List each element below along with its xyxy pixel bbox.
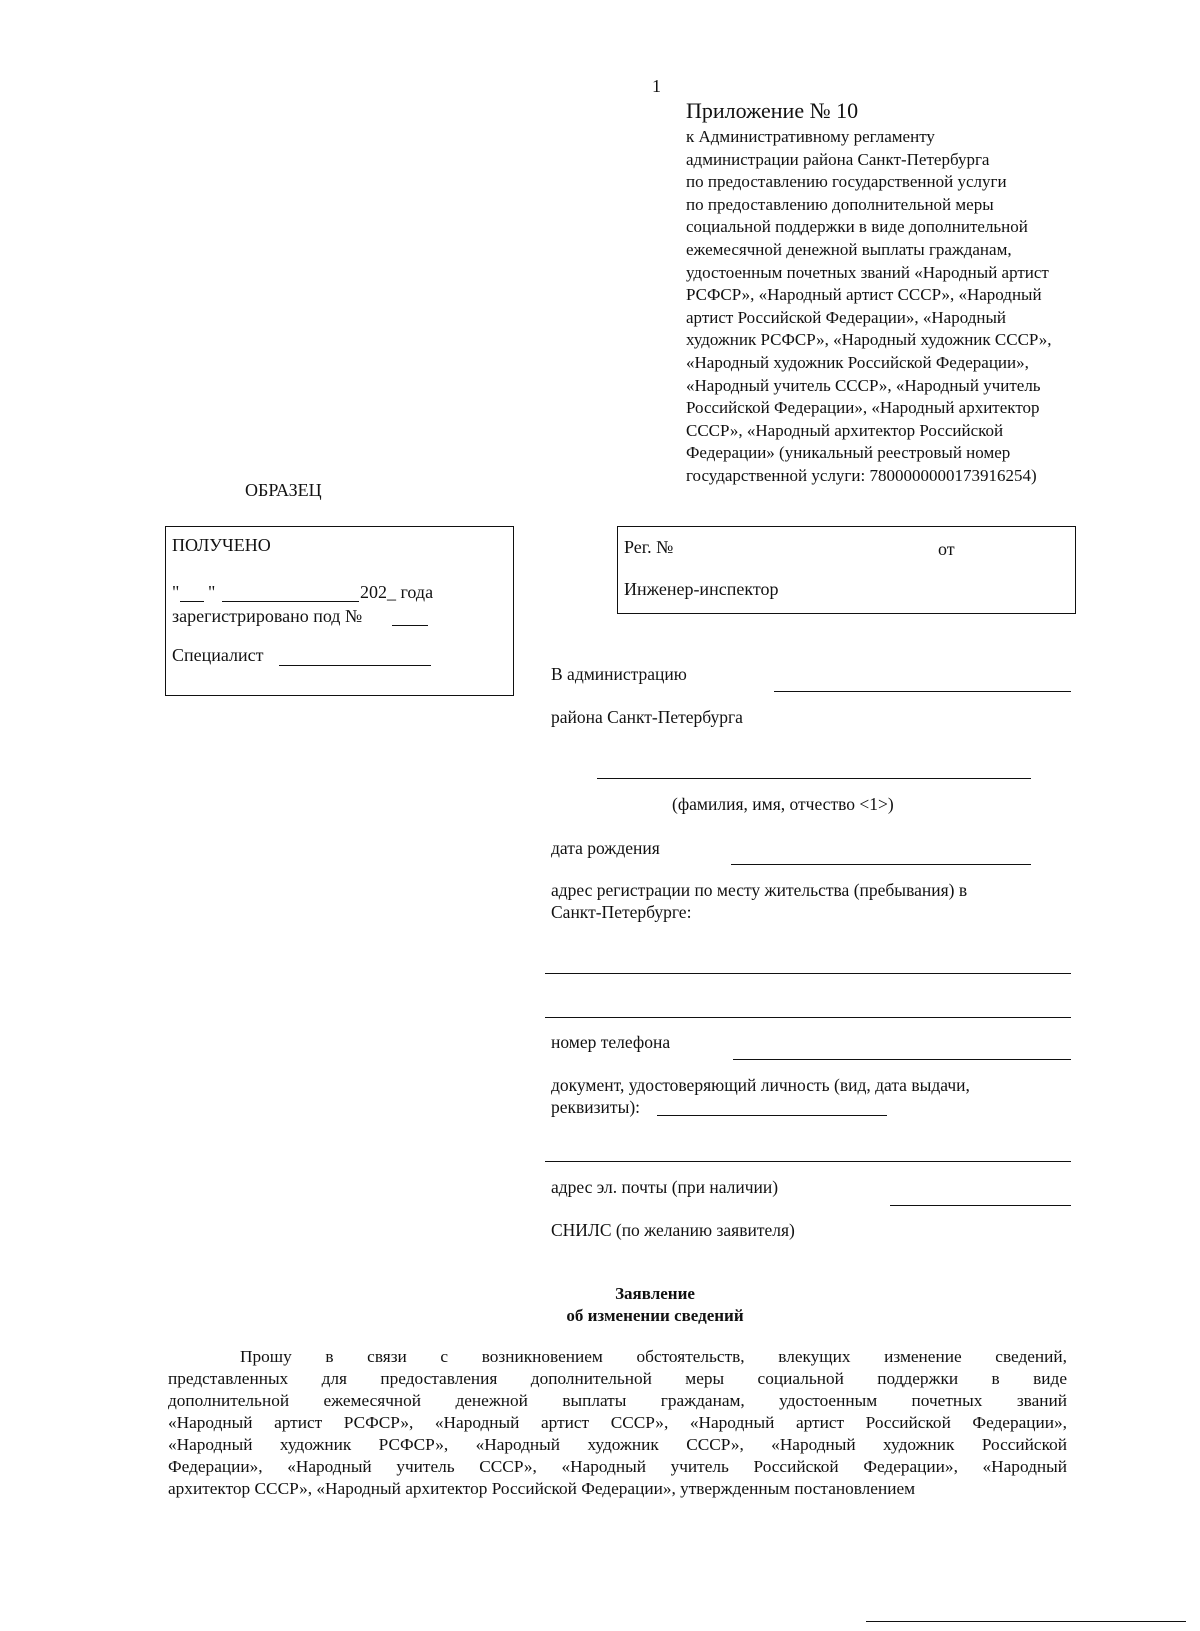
id-document-label-line1: документ, удостоверяющий личность (вид, дата выдачи, xyxy=(551,1075,970,1095)
email-label: адрес эл. почты (при наличии) xyxy=(551,1177,779,1197)
statement-body-line: представленных для предоставления дополнительной меры социальной поддержки в виде xyxy=(168,1369,1067,1388)
inspector-label: Инженер-инспектор xyxy=(624,579,779,599)
birth-date-label: дата рождения xyxy=(551,838,660,858)
birth-date-line[interactable] xyxy=(731,864,1031,865)
email-line[interactable] xyxy=(890,1205,1071,1206)
appendix-line: по предоставлению дополнительной меры xyxy=(686,194,994,214)
statement-body-line: Федерации», «Народный учитель СССР», «Народный учитель Российской Федерации», «Народный xyxy=(168,1457,1067,1476)
appendix-line: государственной услуги: 7800000000173916254) xyxy=(686,465,1037,485)
sample-label: ОБРАЗЕЦ xyxy=(245,480,322,500)
appendix-description xyxy=(686,126,1126,488)
statement-body-line: дополнительной ежемесячной денежной выплаты гражданам, удостоенным почетных званий xyxy=(168,1391,1067,1410)
appendix-line: администрации района Санкт-Петербурга xyxy=(686,149,990,169)
received-stamp-box xyxy=(165,526,514,696)
appendix-line: удостоенным почетных званий «Народный артист xyxy=(686,262,1049,282)
statement-body-line: архитектор СССР», «Народный архитектор Российской Федерации», утвержденным постановлением xyxy=(168,1479,916,1498)
appendix-line: ежемесячной денежной выплаты гражданам, xyxy=(686,239,1012,259)
statement-body-line: «Народный художник РСФСР», «Народный художник СССР», «Народный художник Российской xyxy=(168,1435,1067,1454)
date-quote-close: " xyxy=(208,582,216,602)
appendix-line: «Народный художник Российской Федерации», xyxy=(686,352,1029,372)
statement-title: Заявление xyxy=(615,1284,695,1303)
address-label-line2: Санкт-Петербурге: xyxy=(551,902,692,922)
month-blank-line[interactable] xyxy=(222,601,359,602)
appendix-line: художник РСФСР», «Народный художник СССР», xyxy=(686,330,1052,350)
specialist-line[interactable] xyxy=(279,665,431,666)
id-document-line-1[interactable] xyxy=(657,1115,887,1116)
appendix-line: РСФСР», «Народный артист СССР», «Народный xyxy=(686,285,1042,305)
to-administration-label: В администрацию xyxy=(551,664,687,684)
registration-number-line[interactable] xyxy=(392,625,428,626)
phone-line[interactable] xyxy=(733,1059,1071,1060)
address-label-line1: адрес регистрации по месту жительства (пребывания) в xyxy=(551,880,968,900)
appendix-title: Приложение № 10 xyxy=(686,98,859,123)
reg-number-label: Рег. № xyxy=(624,537,674,557)
id-document-label-line2: реквизиты): xyxy=(551,1097,641,1117)
specialist-label: Специалист xyxy=(172,645,264,665)
fio-caption: (фамилия, имя, отчество <1>) xyxy=(672,794,894,814)
received-title: ПОЛУЧЕНО xyxy=(172,535,271,555)
appendix-line: артист Российской Федерации», «Народный xyxy=(686,307,1006,327)
district-label: района Санкт-Петербурга xyxy=(551,707,743,727)
phone-label: номер телефона xyxy=(551,1032,671,1052)
snils-label: СНИЛС (по желанию заявителя) xyxy=(551,1220,795,1240)
appendix-line: Российской Федерации», «Народный архитектор xyxy=(686,398,1040,418)
day-blank-line[interactable] xyxy=(180,601,204,602)
fio-line[interactable] xyxy=(597,778,1031,779)
statement-subtitle: об изменении сведений xyxy=(566,1306,744,1325)
id-document-line-2[interactable] xyxy=(545,1161,1071,1162)
statement-body-line: «Народный артист РСФСР», «Народный артист СССР», «Народный артист Российской Федерации», xyxy=(168,1413,1067,1432)
administration-line[interactable] xyxy=(774,691,1071,692)
registered-label: зарегистрировано под № xyxy=(172,606,363,626)
registration-box xyxy=(617,526,1076,614)
date-quote-open: " xyxy=(172,582,180,602)
year-text: 202_ года xyxy=(360,582,434,602)
statement-body-line: Прошу в связи с возникновением обстоятельств, влекущих изменение сведений, xyxy=(240,1347,1067,1366)
appendix-line: СССР», «Народный архитектор Российской xyxy=(686,420,1004,440)
address-line-1[interactable] xyxy=(545,973,1071,974)
address-line-2[interactable] xyxy=(545,1017,1071,1018)
footnote-separator-line xyxy=(866,1621,1186,1622)
appendix-line: социальной поддержки в виде дополнительной xyxy=(686,217,1028,237)
appendix-line: к Административному регламенту xyxy=(686,127,935,146)
appendix-line: по предоставлению государственной услуги xyxy=(686,172,1007,192)
appendix-line: Федерации» (уникальный реестровый номер xyxy=(686,443,1011,463)
page-number: 1 xyxy=(652,76,661,96)
reg-date-from-label: от xyxy=(938,539,955,559)
statement-body xyxy=(168,1346,1067,1500)
appendix-line: «Народный учитель СССР», «Народный учитель xyxy=(686,375,1041,395)
